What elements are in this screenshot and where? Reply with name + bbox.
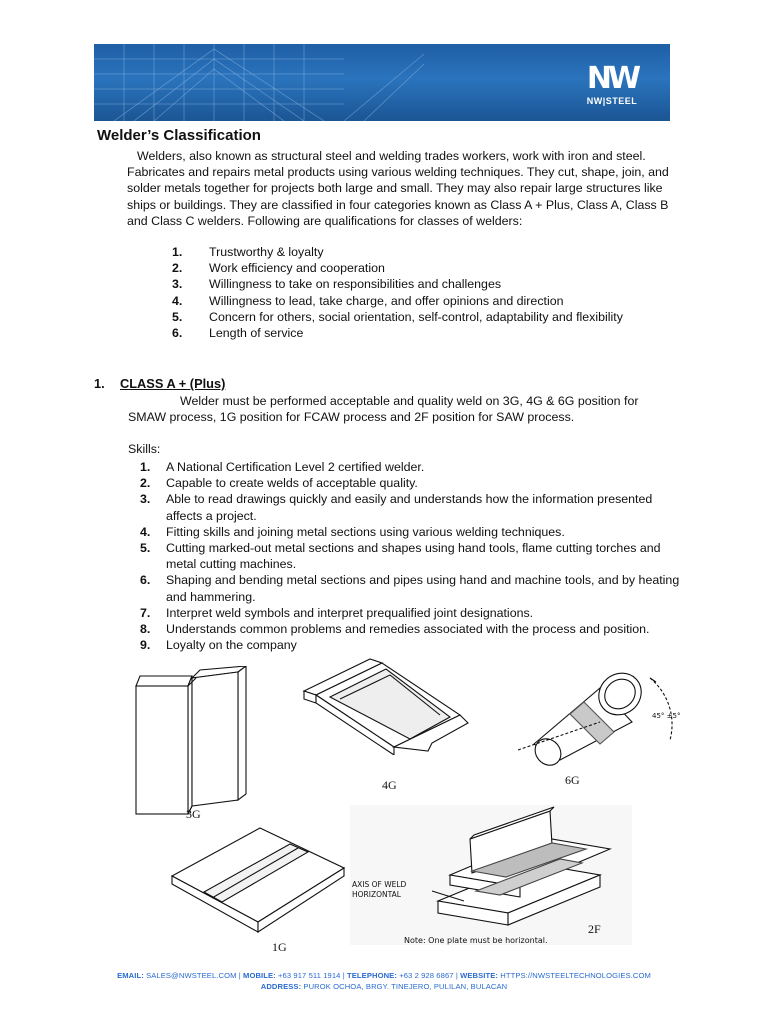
- skills-label: Skills:: [128, 442, 161, 456]
- list-item: 8. Understands common problems and remedies associated with the process and position.: [140, 622, 650, 637]
- header-banner: [94, 44, 670, 121]
- list-item: 9. Loyalty on the company: [140, 638, 297, 653]
- footer-line-1: EMAIL: SALES@NWSTEEL.COM | MOBILE: +63 917 511 1914 | TELEPHONE: +63 2 928 6867 | WEBSITE: HTTPS://NWSTEELTECHNOLOGIES.COM: [117, 971, 651, 980]
- footer-line-2: ADDRESS: PUROK OCHOA, BRGY. TINEJERO, PULILAN, BULACAN: [260, 982, 508, 991]
- qualifications-list: [172, 244, 692, 341]
- list-item: 5. Cutting marked-out metal sections and shapes using hand tools, flame cutting torches and metal cutting machines.: [140, 541, 661, 572]
- list-item: 1. Trustworthy & loyalty: [172, 245, 324, 259]
- label-1g: 1G: [272, 940, 287, 954]
- email-link[interactable]: SALES@NWSTEEL.COM: [146, 971, 237, 980]
- section-label: CLASS A + (Plus): [120, 376, 226, 391]
- skills-list: [140, 459, 680, 653]
- list-item: 3. Willingness to take on responsibilities and challenges: [172, 277, 502, 292]
- axis-label-2: HORIZONTAL: [352, 890, 401, 899]
- list-item: 1. A National Certification Level 2 certified welder.: [140, 460, 425, 474]
- list-item: 6. Length of service: [172, 326, 304, 341]
- logo-mark: NW: [586, 61, 638, 96]
- document-title: Welder’s Classification: [97, 127, 261, 144]
- weld-1g-diagram: [168, 824, 348, 934]
- weld-3g-diagram: [130, 666, 250, 816]
- list-item: 4. Willingness to lead, take charge, and offer opinions and direction: [172, 293, 564, 308]
- section-description: Welder must be performed acceptable and quality weld on 3G, 4G & 6G position for SMAW process, 1G position for FCAW process and 2F position for SAW process.: [128, 394, 639, 425]
- list-item: 2. Work efficiency and cooperation: [172, 261, 385, 276]
- label-2f: 2F: [588, 922, 601, 936]
- list-item: 5. Concern for others, social orientation, self-control, adaptability and flexibility: [172, 309, 623, 324]
- figure-note: Note: One plate must be horizontal.: [404, 936, 548, 945]
- intro-paragraph: [127, 148, 675, 229]
- logo-text: NW|STEEL: [586, 96, 638, 106]
- angle-label: 45° ±5°: [652, 712, 681, 720]
- weld-4g-diagram: [300, 655, 470, 755]
- label-6g: 6G: [565, 773, 580, 787]
- list-item: 6. Shaping and bending metal sections and pipes using hand and machine tools, and by heating and hammering.: [140, 573, 680, 604]
- company-logo: [572, 61, 652, 106]
- label-3g: 3G: [186, 807, 201, 821]
- axis-label-1: AXIS OF WELD: [352, 880, 407, 889]
- list-item: 4. Fitting skills and joining metal sections using various welding techniques.: [140, 524, 565, 539]
- contact-footer: [0, 970, 768, 992]
- section-number: 1.: [94, 376, 105, 391]
- list-item: 7. Interpret weld symbols and interpret prequalified joint designations.: [140, 605, 534, 620]
- website-link[interactable]: HTTPS://NWSTEELTECHNOLOGIES.COM: [500, 971, 651, 980]
- list-item: 2. Capable to create welds of acceptable quality.: [140, 476, 418, 491]
- label-4g: 4G: [382, 778, 397, 792]
- intro-text: Welders, also known as structural steel and welding trades workers, work with iron and steel. Fabricates and repairs metal products using various welding techniques. They cut, shape, join, and solder metals together for projects both large and small. They may also repair large structures like ships or buildings. They are classified in four categories known as Class A + Plus, Class A, Class B and Class C welders. Following are qualifications for classes of welders:: [127, 149, 669, 228]
- weld-6g-diagram: [510, 660, 710, 770]
- section-heading: [94, 376, 225, 391]
- list-item: 3. Able to read drawings quickly and easily and understands how the information presented affects a project.: [140, 492, 653, 523]
